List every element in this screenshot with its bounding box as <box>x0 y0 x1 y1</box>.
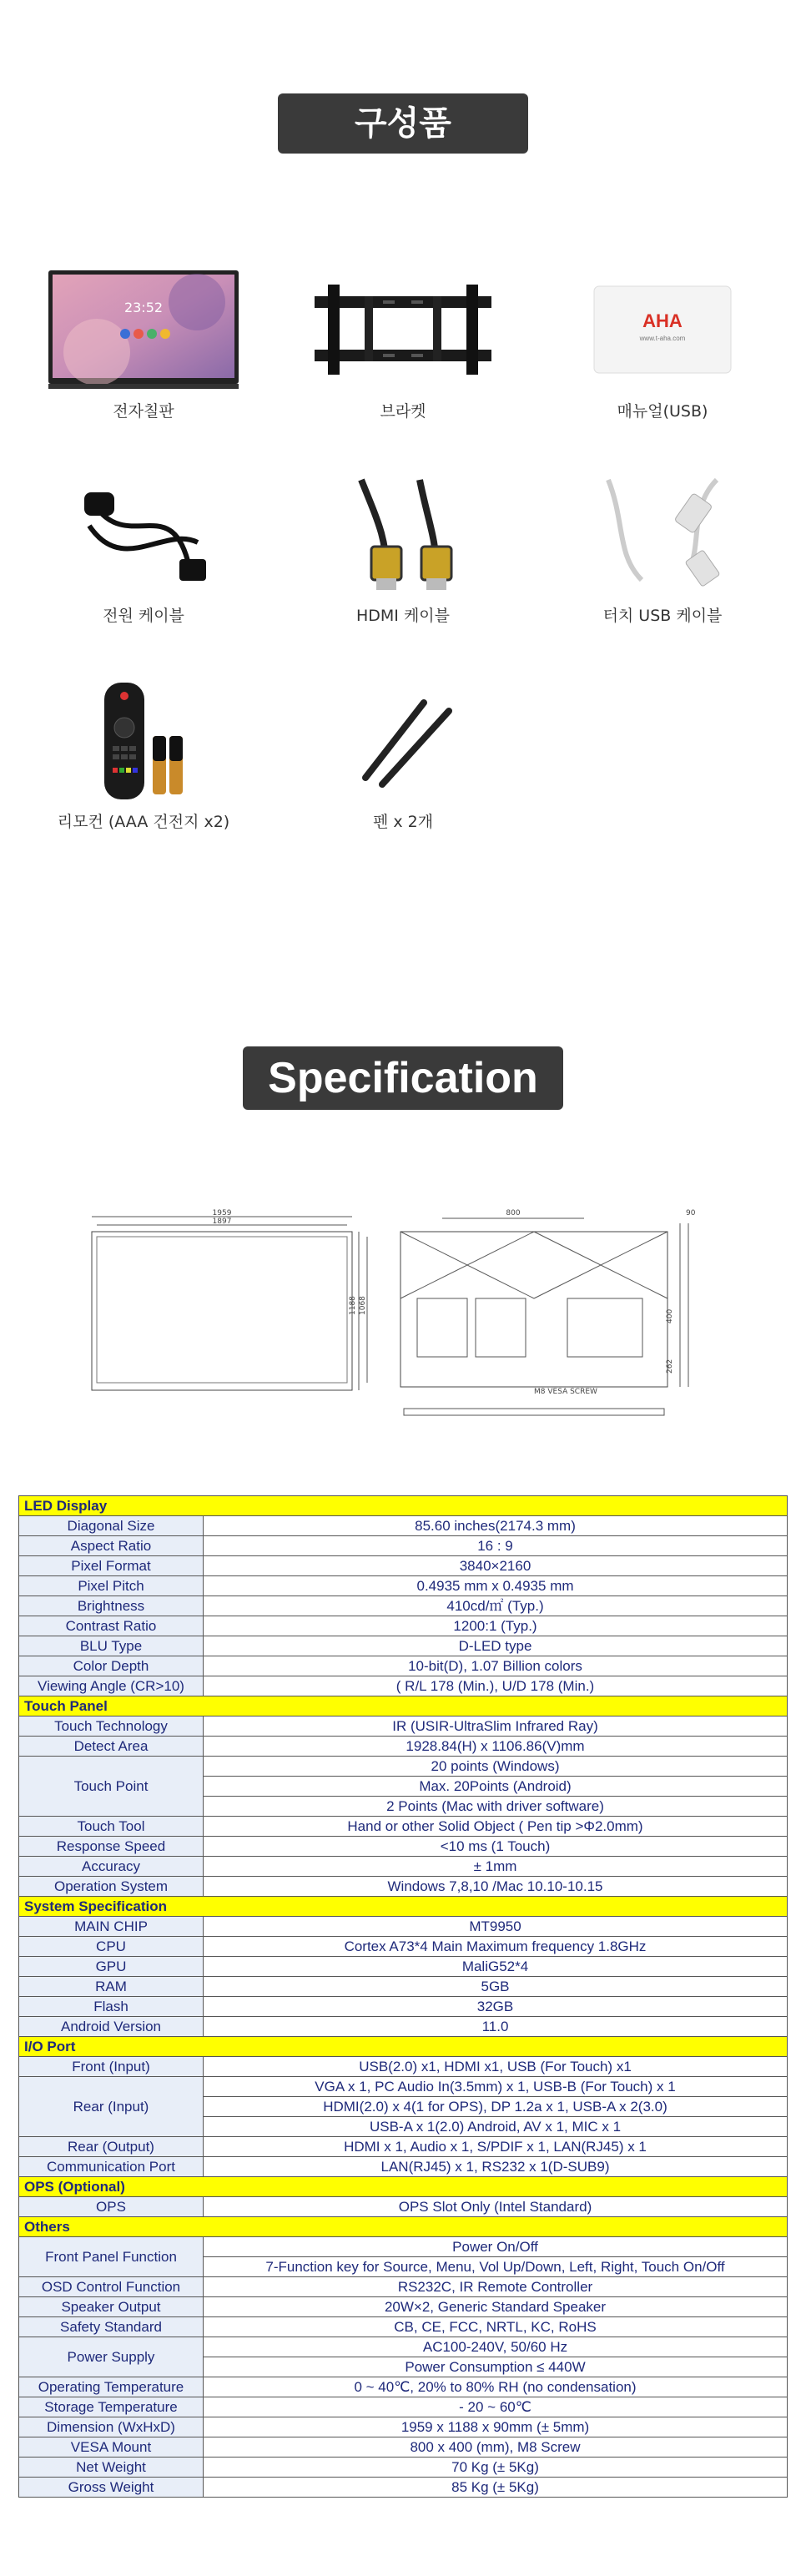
component-pen <box>278 678 528 832</box>
section-header-touch-panel: Touch Panel <box>19 1696 788 1716</box>
table-row: BLU Type D-LED type <box>19 1636 788 1656</box>
specification-table <box>18 1495 788 2498</box>
component-label: HDMI 케이블 <box>355 607 451 625</box>
table-row: 7-Function key for Source, Menu, Vol Up/Down, Left, Right, Touch On/Off <box>19 2257 788 2277</box>
dimension-drawing <box>83 1190 734 1424</box>
component-bracket <box>278 267 528 421</box>
table-row: Speaker Output 20W×2, Generic Standard Speaker <box>19 2297 788 2317</box>
table-row: Aspect Ratio 16 : 9 <box>19 1536 788 1556</box>
table-row: Operating Temperature 0 ~ 40℃, 20% to 80% RH (no condensation) <box>19 2377 788 2397</box>
table-row: Front Panel Function Power On/Off <box>19 2237 788 2257</box>
table-row: Communication Port LAN(RJ45) x 1, RS232 x 1(D-SUB9) <box>19 2157 788 2177</box>
component-usb-cable <box>537 471 788 626</box>
table-row: Touch Point 20 points (Windows) <box>19 1757 788 1777</box>
wall-bracket-icon <box>278 267 528 392</box>
table-row: 2 Points (Mac with driver software) <box>19 1797 788 1817</box>
table-row: Flash 32GB <box>19 1997 788 2017</box>
component-board <box>18 267 269 421</box>
display-board-icon <box>18 267 269 392</box>
section-header-system: System Specification <box>19 1897 788 1917</box>
table-row: Contrast Ratio 1200:1 (Typ.) <box>19 1616 788 1636</box>
table-row: Dimension (WxHxD) 1959 x 1188 x 90mm (± 5mm) <box>19 2417 788 2437</box>
table-row: Power Supply AC100-240V, 50/60 Hz <box>19 2337 788 2357</box>
svg-text:1068: 1068 <box>359 1296 367 1315</box>
svg-text:AHA: AHA <box>642 310 683 331</box>
table-row: Brightness 410cd/㎡ (Typ.) <box>19 1596 788 1616</box>
svg-text:www.t-aha.com: www.t-aha.com <box>639 335 686 342</box>
component-power-cable <box>18 471 269 626</box>
table-row: HDMI(2.0) x 4(1 for OPS), DP 1.2a x 1, USB-A x 2(3.0) <box>19 2097 788 2117</box>
section-header-ops: OPS (Optional) <box>19 2177 788 2197</box>
svg-text:23:52: 23:52 <box>123 300 164 315</box>
table-row: CPU Cortex A73*4 Main Maximum frequency 1.8GHz <box>19 1937 788 1957</box>
svg-text:1897: 1897 <box>212 1217 232 1226</box>
components-title: 구성품 <box>278 93 528 154</box>
table-row: Diagonal Size 85.60 inches(2174.3 mm) <box>19 1516 788 1536</box>
power-cable-icon <box>18 471 269 597</box>
table-row: OSD Control Function RS232C, IR Remote Controller <box>19 2277 788 2297</box>
specification-title: Specification <box>243 1046 563 1110</box>
component-label: 전자칠판 <box>113 402 174 421</box>
table-row: Color Depth 10-bit(D), 1.07 Billion colors <box>19 1656 788 1676</box>
component-label: 전원 케이블 <box>103 607 184 625</box>
table-row: Viewing Angle (CR>10) ( R/L 178 (Min.), U/D 178 (Min.) <box>19 1676 788 1696</box>
table-row: Pixel Format 3840×2160 <box>19 1556 788 1576</box>
table-row: Response Speed <10 ms (1 Touch) <box>19 1837 788 1857</box>
table-row: RAM 5GB <box>19 1977 788 1997</box>
table-row: Android Version 11.0 <box>19 2017 788 2037</box>
section-header-io-port: I/O Port <box>19 2037 788 2057</box>
table-row: Touch Tool Hand or other Solid Object ( Pen tip >Φ2.0mm) <box>19 1817 788 1837</box>
table-row: Max. 20Points (Android) <box>19 1777 788 1797</box>
table-row: Net Weight 70 Kg (± 5Kg) <box>19 2458 788 2478</box>
component-label: 터치 USB 케이블 <box>602 607 723 625</box>
table-row: Rear (Output) HDMI x 1, Audio x 1, S/PDIF x 1, LAN(RJ45) x 1 <box>19 2137 788 2157</box>
component-hdmi-cable <box>278 471 528 626</box>
svg-text:400: 400 <box>666 1308 674 1323</box>
component-label: 매뉴얼(USB) <box>617 402 708 421</box>
usb-cable-icon <box>537 471 788 597</box>
table-row: Operation System Windows 7,8,10 /Mac 10.10-10.15 <box>19 1877 788 1897</box>
svg-text:90: 90 <box>686 1209 696 1217</box>
table-row: Safety Standard CB, CE, FCC, NRTL, KC, RoHS <box>19 2317 788 2337</box>
svg-text:M8 VESA SCREW: M8 VESA SCREW <box>534 1388 597 1396</box>
table-row: Front (Input) USB(2.0) x1, HDMI x1, USB (For Touch) x1 <box>19 2057 788 2077</box>
component-label: 펜 x 2개 <box>372 813 434 831</box>
table-row: Accuracy ± 1mm <box>19 1857 788 1877</box>
pen-icon <box>278 678 528 803</box>
remote-control-icon <box>18 678 269 803</box>
component-label: 리모컨 (AAA 건전지 x2) <box>57 813 230 831</box>
svg-text:800: 800 <box>506 1209 521 1217</box>
table-row: OPS OPS Slot Only (Intel Standard) <box>19 2197 788 2217</box>
table-row: Rear (Input) VGA x 1, PC Audio In(3.5mm) x 1, USB-B (For Touch) x 1 <box>19 2077 788 2097</box>
table-row: Detect Area 1928.84(H) x 1106.86(V)mm <box>19 1737 788 1757</box>
hdmi-cable-icon <box>278 471 528 597</box>
svg-text:1959: 1959 <box>212 1209 232 1217</box>
usb-manual-icon <box>537 267 788 392</box>
svg-text:262: 262 <box>666 1359 674 1374</box>
table-row: Pixel Pitch 0.4935 mm x 0.4935 mm <box>19 1576 788 1596</box>
table-row: Touch Technology IR (USIR-UltraSlim Infrared Ray) <box>19 1716 788 1737</box>
table-row: Gross Weight 85 Kg (± 5Kg) <box>19 2478 788 2498</box>
section-header-others: Others <box>19 2217 788 2237</box>
table-row: VESA Mount 800 x 400 (mm), M8 Screw <box>19 2437 788 2458</box>
table-row: GPU MaliG52*4 <box>19 1957 788 1977</box>
table-row: USB-A x 1(2.0) Android, AV x 1, MIC x 1 <box>19 2117 788 2137</box>
table-row: MAIN CHIP MT9950 <box>19 1917 788 1937</box>
component-label: 브라켓 <box>380 402 426 421</box>
section-header-led-display: LED Display <box>19 1496 788 1516</box>
component-manual <box>537 267 788 421</box>
svg-text:1188: 1188 <box>349 1296 357 1315</box>
table-row: Power Consumption ≤ 440W <box>19 2357 788 2377</box>
component-remote <box>18 678 269 832</box>
table-row: Storage Temperature - 20 ~ 60℃ <box>19 2397 788 2417</box>
